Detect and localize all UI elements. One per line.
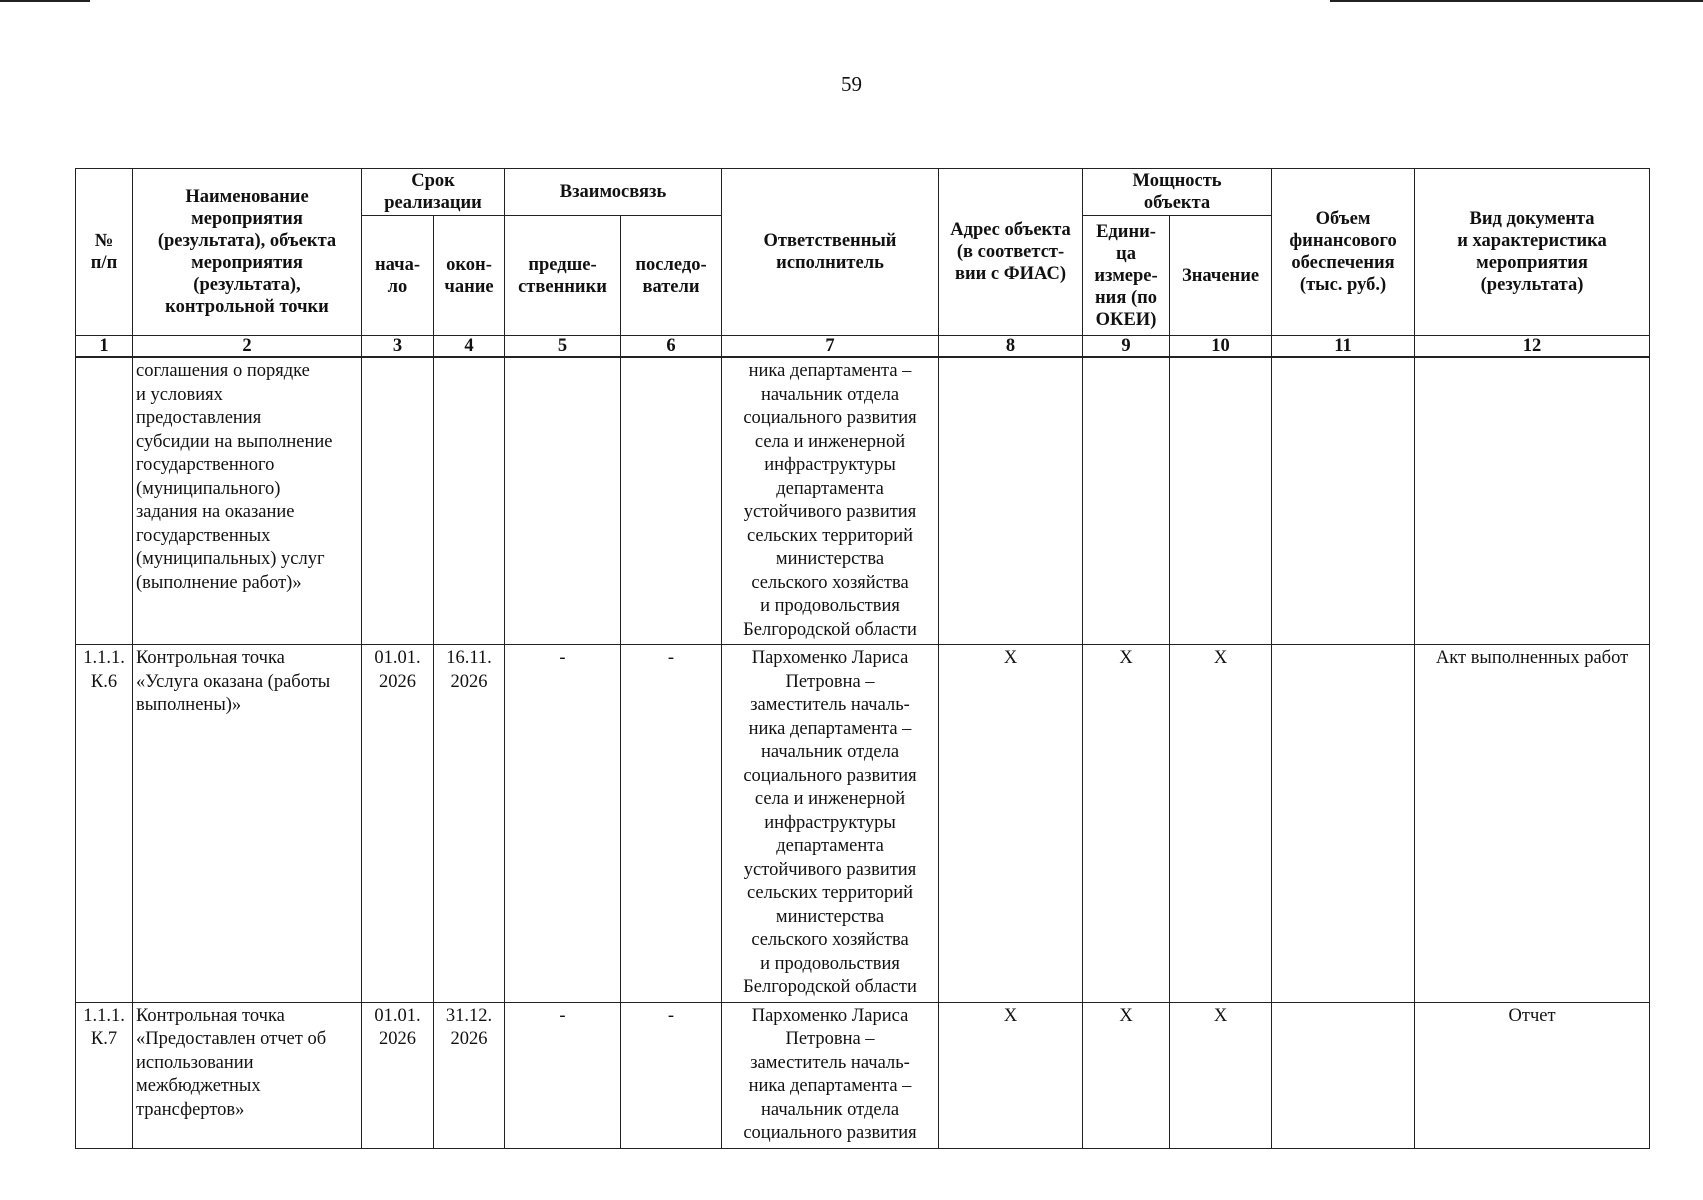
header-unit: Едини- ца измере- ния (по ОКЕИ)	[1083, 216, 1170, 336]
cell-finance	[1272, 645, 1415, 1003]
column-number: 4	[434, 336, 505, 358]
column-number: 2	[133, 336, 362, 358]
header-no: № п/п	[76, 169, 133, 336]
header-predecessors: предше- ственники	[505, 216, 621, 336]
page-number: 59	[841, 72, 862, 96]
cell-document	[1415, 357, 1650, 645]
cell-unit: X	[1083, 1002, 1170, 1148]
column-number: 11	[1272, 336, 1415, 358]
cell-responsible: ника департамента – начальник отдела социального развития села и инженерной инфраструктуры департамента устойчивого развития сельских территорий министерства сельского хозяйства и продовольствия Белгородской области	[722, 357, 939, 645]
column-number: 5	[505, 336, 621, 358]
column-number: 6	[621, 336, 722, 358]
cell-value: X	[1170, 1002, 1272, 1148]
cell-finance	[1272, 357, 1415, 645]
header-power: Мощность объекта	[1083, 169, 1272, 216]
top-rule-left	[0, 0, 90, 2]
cell-value: X	[1170, 645, 1272, 1003]
cell-name: Контрольная точка «Услуга оказана (работы выполнены)»	[133, 645, 362, 1003]
cell-number: 1.1.1. К.6	[76, 645, 133, 1003]
cell-responsible: Пархоменко Лариса Петровна – заместитель началь- ника департамента – начальник отдела социального развития	[722, 1002, 939, 1148]
cell-number: 1.1.1. К.7	[76, 1002, 133, 1148]
header-link: Взаимосвязь	[505, 169, 722, 216]
column-number-row	[76, 336, 1650, 358]
header-end: окон- чание	[434, 216, 505, 336]
header-document: Вид документа и характеристика мероприятия (результата)	[1415, 169, 1650, 336]
cell-responsible: Пархоменко Лариса Петровна – заместитель началь- ника департамента – начальник отдела социального развития села и инженерной инфраструктуры департамента устойчивого развития сельских территорий министерства сельского хозяйства и продовольствия Белгородской области	[722, 645, 939, 1003]
activities-table	[75, 168, 1650, 1149]
table-row	[76, 357, 1650, 645]
column-number: 9	[1083, 336, 1170, 358]
header-term: Срок реализации	[362, 169, 505, 216]
cell-predecessors: -	[505, 1002, 621, 1148]
cell-name: соглашения о порядке и условиях предоставления субсидии на выполнение государственного (муниципального) задания на оказание государственных (муниципальных) услуг (выполнение работ)»	[133, 357, 362, 645]
column-number: 10	[1170, 336, 1272, 358]
column-number: 12	[1415, 336, 1650, 358]
column-number: 8	[939, 336, 1083, 358]
top-rule-right	[1330, 0, 1703, 2]
header-name: Наименование мероприятия (результата), объекта мероприятия (результата), контрольной точки	[133, 169, 362, 336]
cell-successors: -	[621, 645, 722, 1003]
cell-value	[1170, 357, 1272, 645]
column-number: 3	[362, 336, 434, 358]
header-start: нача- ло	[362, 216, 434, 336]
cell-name: Контрольная точка «Предоставлен отчет об использовании межбюджетных трансфертов»	[133, 1002, 362, 1148]
cell-finance	[1272, 1002, 1415, 1148]
cell-unit	[1083, 357, 1170, 645]
cell-address: X	[939, 645, 1083, 1003]
cell-predecessors: -	[505, 645, 621, 1003]
header-responsible: Ответственный исполнитель	[722, 169, 939, 336]
cell-predecessors	[505, 357, 621, 645]
cell-end: 16.11. 2026	[434, 645, 505, 1003]
cell-start	[362, 357, 434, 645]
header-address: Адрес объекта (в соответст- вии с ФИАС)	[939, 169, 1083, 336]
column-number: 7	[722, 336, 939, 358]
cell-address	[939, 357, 1083, 645]
cell-document: Акт выполненных работ	[1415, 645, 1650, 1003]
table-row	[76, 1002, 1650, 1148]
table-row	[76, 645, 1650, 1003]
header-value: Значение	[1170, 216, 1272, 336]
column-number: 1	[76, 336, 133, 358]
cell-end: 31.12. 2026	[434, 1002, 505, 1148]
cell-unit: X	[1083, 645, 1170, 1003]
cell-number	[76, 357, 133, 645]
header-successors: последо- ватели	[621, 216, 722, 336]
cell-successors: -	[621, 1002, 722, 1148]
cell-start: 01.01. 2026	[362, 1002, 434, 1148]
header-finance: Объем финансового обеспечения (тыс. руб.)	[1272, 169, 1415, 336]
cell-end	[434, 357, 505, 645]
cell-successors	[621, 357, 722, 645]
cell-address: X	[939, 1002, 1083, 1148]
cell-start: 01.01. 2026	[362, 645, 434, 1003]
cell-document: Отчет	[1415, 1002, 1650, 1148]
